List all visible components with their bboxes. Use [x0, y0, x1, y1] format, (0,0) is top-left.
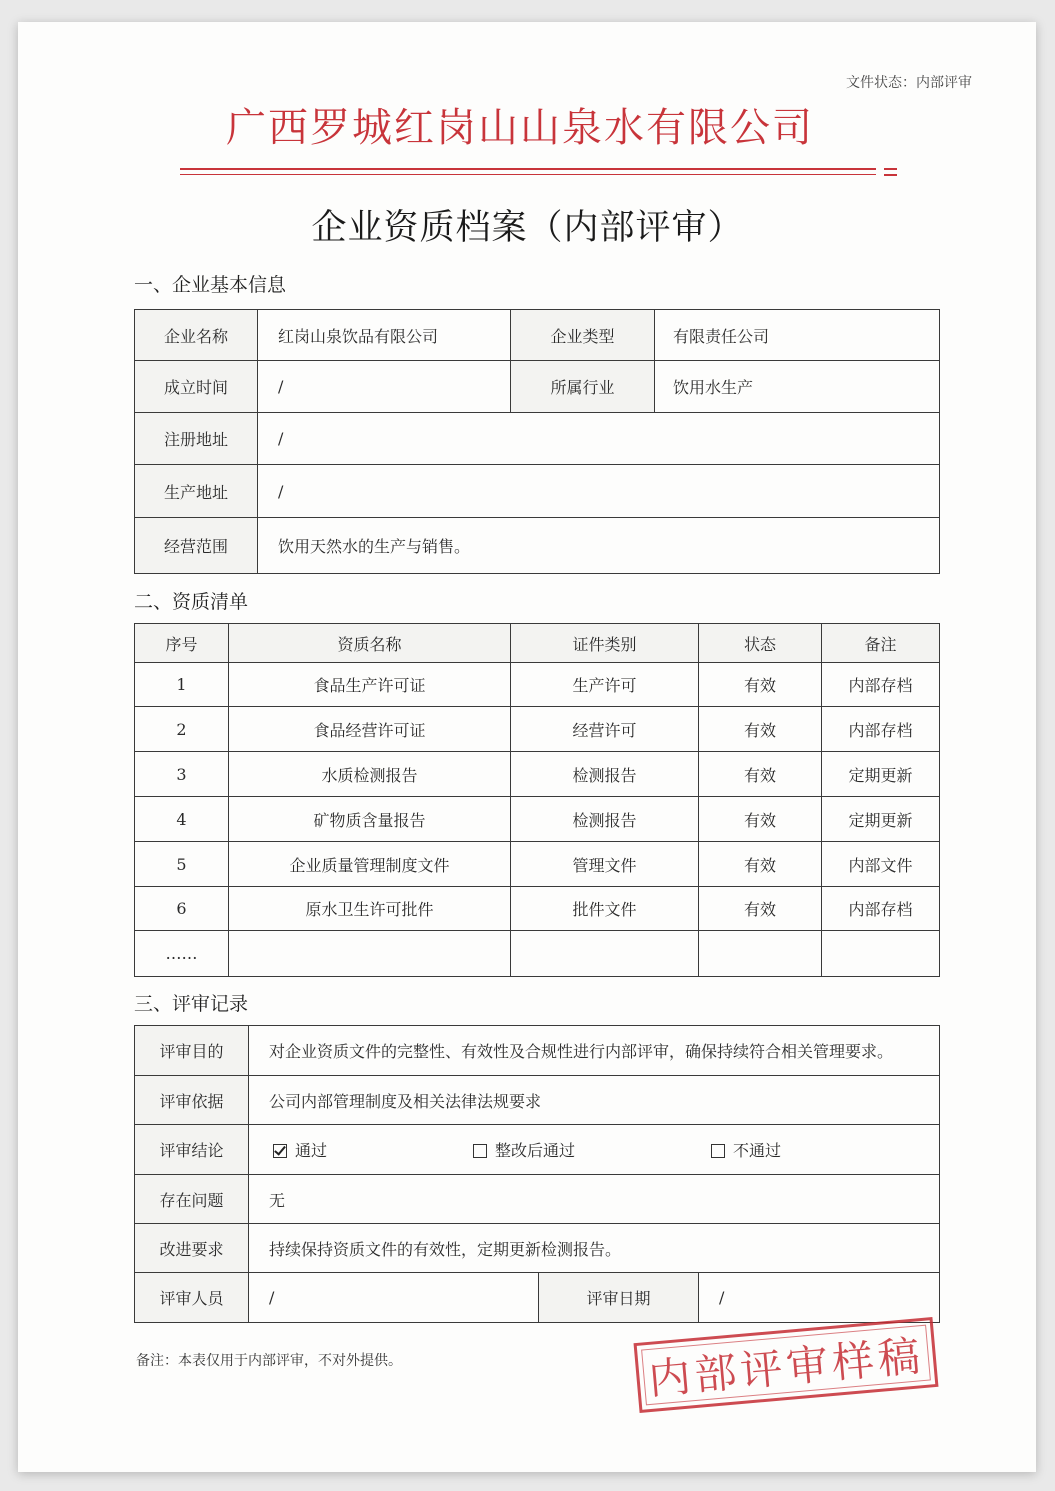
cell-name: 企业质量管理制度文件 [229, 842, 511, 887]
cell-index: 1 [135, 663, 229, 707]
table-row [135, 663, 940, 707]
col-header-name: 资质名称 [229, 624, 511, 663]
cell-name: 原水卫生许可批件 [229, 887, 511, 931]
date-label: 评审日期 [539, 1273, 699, 1323]
checkbox-checked-icon[interactable] [273, 1144, 287, 1158]
cell-category: 检测报告 [511, 752, 699, 797]
table-header-row [135, 624, 940, 663]
cell-remark: 定期更新 [822, 752, 940, 797]
company-type-value: 有限责任公司 [655, 310, 940, 361]
col-header-status: 状态 [699, 624, 822, 663]
section-review-heading: 三、评审记录 [134, 993, 249, 1015]
founded-value: / [258, 361, 511, 413]
section-qualifications-heading: 二、资质清单 [134, 591, 249, 613]
cell-status: 有效 [699, 842, 822, 887]
basis-label: 评审依据 [135, 1076, 249, 1125]
cell-index: 4 [135, 797, 229, 842]
reg-addr-value: / [258, 413, 940, 465]
table-row [135, 931, 940, 977]
doc-status: 文件状态：内部评审 [846, 75, 972, 91]
cell-index: 6 [135, 887, 229, 931]
scope-label: 经营范围 [135, 518, 258, 574]
founded-label: 成立时间 [135, 361, 258, 413]
cell-status: 有效 [699, 887, 822, 931]
document-title: 企业资质档案（内部评审） [311, 208, 744, 248]
table-row [135, 887, 940, 931]
cell-name: 水质检测报告 [229, 752, 511, 797]
basic-info-table [134, 309, 940, 574]
prod-addr-value: / [258, 465, 940, 518]
option-fail-label: 不通过 [733, 1141, 782, 1160]
conclusion-options [249, 1125, 940, 1175]
cell-remark: 内部存档 [822, 663, 940, 707]
date-value: / [699, 1273, 940, 1323]
review-table [134, 1025, 940, 1323]
table-row [135, 1026, 940, 1076]
table-row [135, 842, 940, 887]
company-type-label: 企业类型 [511, 310, 655, 361]
cell-status: 有效 [699, 663, 822, 707]
table-row [135, 1273, 940, 1323]
col-header-remark: 备注 [822, 624, 940, 663]
industry-value: 饮用水生产 [655, 361, 940, 413]
header-rule-top [180, 168, 876, 170]
qualification-table [134, 623, 940, 977]
cell-status: 有效 [699, 797, 822, 842]
reviewer-value: / [249, 1273, 539, 1323]
header-rule-mark [884, 168, 897, 170]
prod-addr-label: 生产地址 [135, 465, 258, 518]
cell-index: 3 [135, 752, 229, 797]
cell-name: 矿物质含量报告 [229, 797, 511, 842]
table-row [135, 1175, 940, 1224]
cell-category: 生产许可 [511, 663, 699, 707]
cell-remark: 内部文件 [822, 842, 940, 887]
col-header-index: 序号 [135, 624, 229, 663]
conclusion-label: 评审结论 [135, 1125, 249, 1175]
cell-index: 2 [135, 707, 229, 752]
option-pass-after-fix-label: 整改后通过 [495, 1141, 576, 1160]
cell-remark [822, 931, 940, 977]
cell-status: 有效 [699, 707, 822, 752]
table-row [135, 310, 940, 361]
cell-category [511, 931, 699, 977]
industry-label: 所属行业 [511, 361, 655, 413]
improve-label: 改进要求 [135, 1224, 249, 1273]
cell-remark: 定期更新 [822, 797, 940, 842]
cell-remark: 内部存档 [822, 887, 940, 931]
cell-remark: 内部存档 [822, 707, 940, 752]
footnote: 备注：本表仅用于内部评审，不对外提供。 [136, 1353, 402, 1369]
option-fail[interactable] [711, 1138, 781, 1161]
header-rule-bottom [180, 174, 876, 175]
company-name-heading: 广西罗城红岗山山泉水有限公司 [226, 105, 814, 151]
table-row [135, 1125, 940, 1175]
reg-addr-label: 注册地址 [135, 413, 258, 465]
company-name-label: 企业名称 [135, 310, 258, 361]
issues-value: 无 [249, 1175, 940, 1224]
option-pass-after-fix[interactable] [473, 1138, 711, 1161]
cell-category: 管理文件 [511, 842, 699, 887]
table-row [135, 361, 940, 413]
company-name-value: 红岗山泉饮品有限公司 [258, 310, 511, 361]
basis-value: 公司内部管理制度及相关法律法规要求 [249, 1076, 940, 1125]
cell-status: 有效 [699, 752, 822, 797]
option-pass-label: 通过 [295, 1141, 328, 1160]
table-row [135, 1076, 940, 1125]
cell-category: 经营许可 [511, 707, 699, 752]
reviewer-label: 评审人员 [135, 1273, 249, 1323]
cell-name [229, 931, 511, 977]
cell-index: …… [135, 931, 229, 977]
option-pass[interactable] [273, 1138, 473, 1161]
table-row [135, 752, 940, 797]
table-row [135, 797, 940, 842]
checkbox-empty-icon[interactable] [473, 1144, 487, 1158]
scope-value: 饮用天然水的生产与销售。 [258, 518, 940, 574]
cell-name: 食品生产许可证 [229, 663, 511, 707]
checkbox-empty-icon[interactable] [711, 1144, 725, 1158]
cell-index: 5 [135, 842, 229, 887]
table-row [135, 465, 940, 518]
col-header-category: 证件类别 [511, 624, 699, 663]
cell-category: 检测报告 [511, 797, 699, 842]
table-row [135, 1224, 940, 1273]
table-row [135, 413, 940, 465]
section-basic-info-heading: 一、企业基本信息 [134, 274, 287, 296]
issues-label: 存在问题 [135, 1175, 249, 1224]
header-rule-mark-2 [884, 174, 897, 176]
purpose-label: 评审目的 [135, 1026, 249, 1076]
cell-status [699, 931, 822, 977]
table-row [135, 707, 940, 752]
cell-name: 食品经营许可证 [229, 707, 511, 752]
cell-category: 批件文件 [511, 887, 699, 931]
table-row [135, 518, 940, 574]
draft-stamp: 内部评审样稿 [634, 1317, 939, 1413]
improve-value: 持续保持资质文件的有效性，定期更新检测报告。 [249, 1224, 940, 1273]
purpose-value: 对企业资质文件的完整性、有效性及合规性进行内部评审，确保持续符合相关管理要求。 [249, 1026, 940, 1076]
